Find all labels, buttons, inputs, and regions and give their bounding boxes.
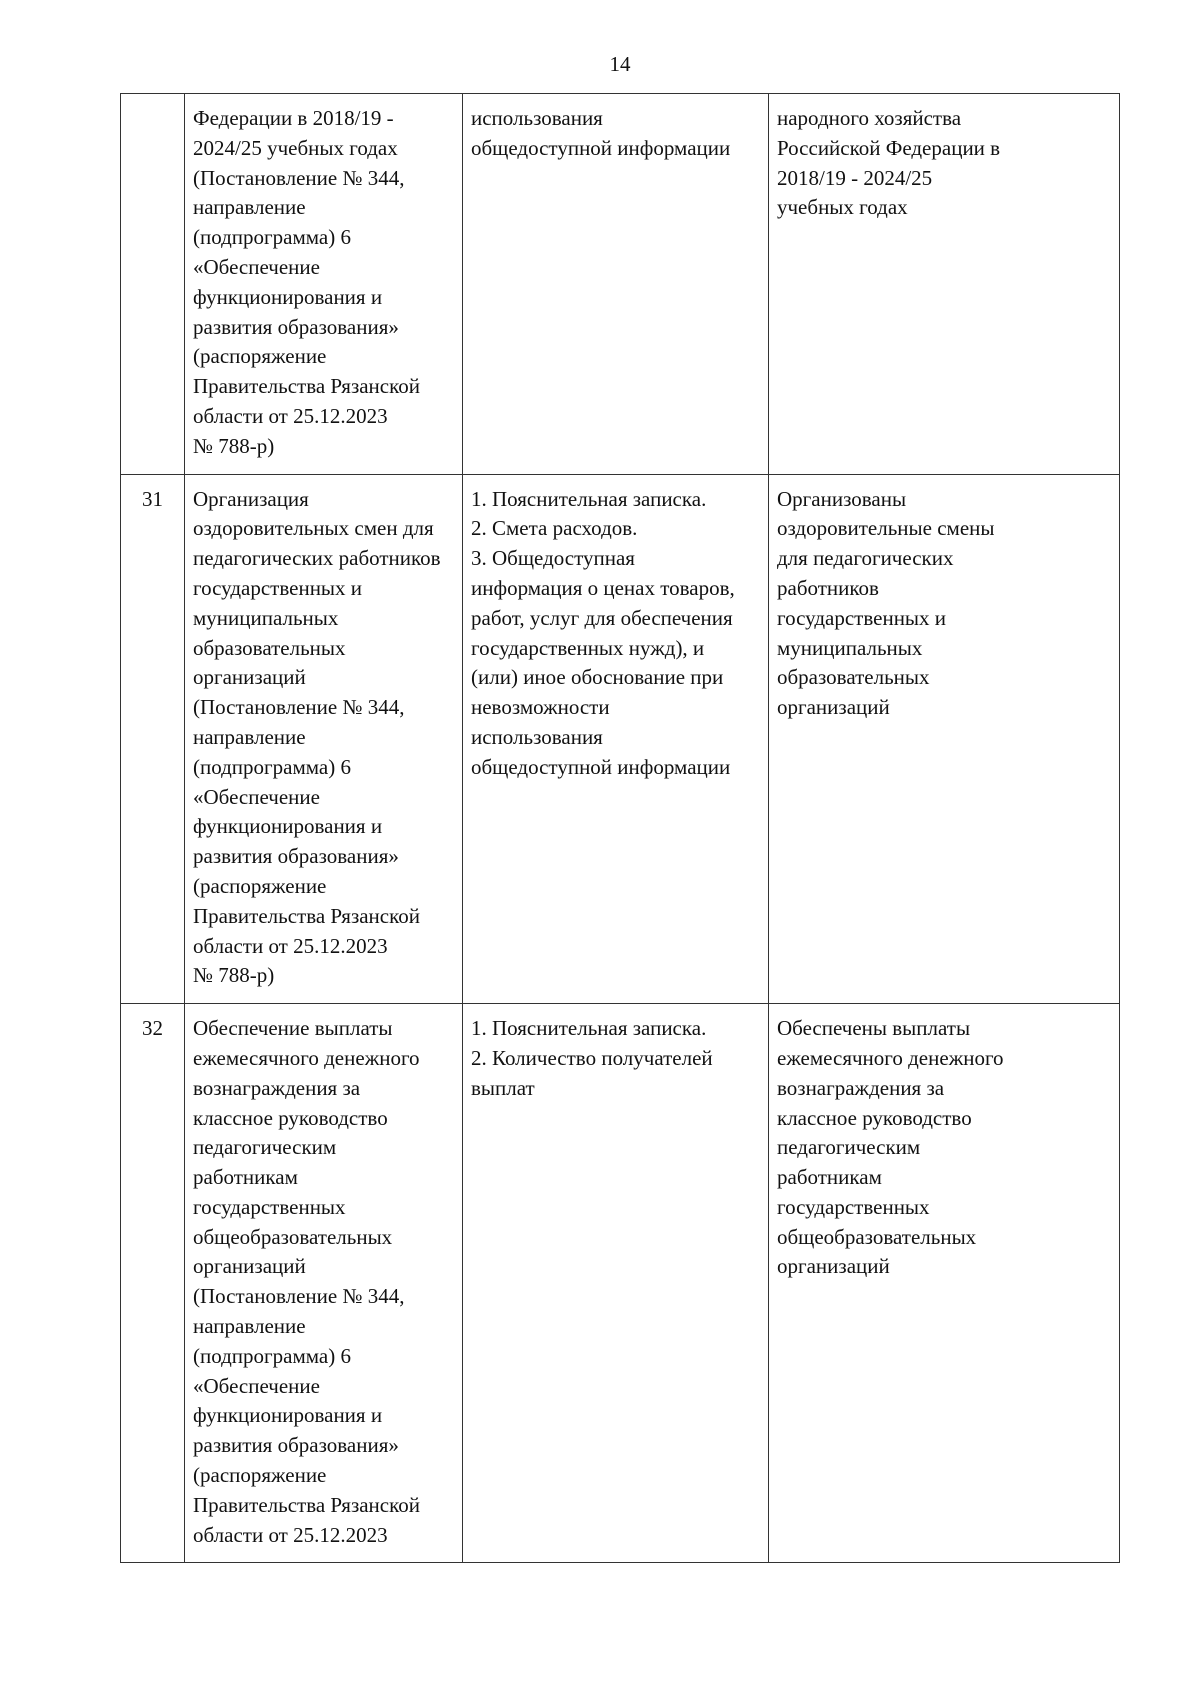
measure-cell: [185, 474, 463, 1004]
cell-text-line: работников: [777, 575, 879, 600]
cell-text-line: использования: [471, 724, 603, 749]
table-row: [121, 94, 1120, 475]
cell-text-line: Организованы: [777, 486, 907, 511]
cell-text-line: (Постановление № 344,: [193, 165, 405, 190]
cell-text-line: организаций: [777, 1254, 890, 1279]
cell-text-line: функционирования и: [193, 814, 383, 839]
cell-text-line: (распоряжение: [193, 344, 327, 369]
result-cell: [769, 474, 1120, 1004]
row-number-cell: [121, 1004, 185, 1563]
cell-text-line: общедоступной информации: [471, 754, 731, 779]
cell-text-line: оздоровительных смен для: [193, 516, 434, 541]
cell-text-line: направление: [193, 1314, 306, 1339]
cell-text-line: ежемесячного денежного: [777, 1045, 1004, 1070]
result-cell: [769, 94, 1120, 475]
cell-text-line: оздоровительные смены: [777, 516, 995, 541]
cell-text-line: Обеспечены выплаты: [777, 1016, 971, 1041]
cell-text-line: педагогическим: [193, 1135, 337, 1160]
cell-text-line: (распоряжение: [193, 873, 327, 898]
cell-text-line: для педагогических: [777, 546, 954, 571]
cell-text-line: 3. Общедоступная: [471, 546, 635, 571]
cell-text-line: общедоступной информации: [471, 135, 731, 160]
cell-text-line: (подпрограмма) 6: [193, 1343, 351, 1368]
cell-text-line: работ, услуг для обеспечения: [471, 605, 733, 630]
cell-text-line: Правительства Рязанской: [193, 374, 420, 399]
cell-text-line: Организация: [193, 486, 309, 511]
cell-text-line: № 788-р): [193, 433, 275, 458]
cell-text-line: образовательных: [193, 635, 346, 660]
cell-text-line: области от 25.12.2023: [193, 933, 388, 958]
cell-text-line: «Обеспечение: [193, 254, 320, 279]
row-number-cell: [121, 94, 185, 475]
cell-text-line: вознаграждения за: [193, 1075, 361, 1100]
cell-text-line: Российской Федерации в: [777, 135, 1001, 160]
cell-text-line: муниципальных: [777, 635, 923, 660]
cell-text-line: 2. Количество получателей: [471, 1045, 713, 1070]
cell-text-line: государственных нужд), и: [471, 635, 705, 660]
documents-cell: [463, 94, 769, 475]
cell-text-line: информация о ценах товаров,: [471, 575, 735, 600]
cell-text-line: Правительства Рязанской: [193, 903, 420, 928]
cell-text-line: Федерации в 2018/19 -: [193, 106, 394, 130]
measure-cell: [185, 94, 463, 475]
cell-text-line: педагогическим: [777, 1135, 921, 1160]
cell-text-line: функционирования и: [193, 1403, 383, 1428]
cell-text-line: организаций: [193, 1254, 306, 1279]
row-number: 31: [142, 486, 163, 511]
cell-text-line: «Обеспечение: [193, 784, 320, 809]
cell-text-line: функционирования и: [193, 284, 383, 309]
cell-text-line: государственных: [193, 1194, 346, 1219]
row-number-cell: [121, 474, 185, 1004]
cell-text-line: муниципальных: [193, 605, 339, 630]
cell-text-line: общеобразовательных: [777, 1224, 977, 1249]
cell-text-line: образовательных: [777, 665, 930, 690]
measures-table: [120, 93, 1120, 1563]
cell-text-line: государственных: [777, 1194, 930, 1219]
cell-text-line: развития образования»: [193, 844, 399, 869]
cell-text-line: области от 25.12.2023: [193, 403, 388, 428]
row-number: 32: [142, 1016, 163, 1041]
cell-text-line: развития образования»: [193, 1433, 399, 1458]
cell-text-line: направление: [193, 195, 306, 220]
cell-text-line: Обеспечение выплаты: [193, 1016, 393, 1041]
cell-text-line: Правительства Рязанской: [193, 1492, 420, 1517]
cell-text-line: 2. Смета расходов.: [471, 516, 638, 541]
cell-text-line: организаций: [193, 665, 306, 690]
result-cell: [769, 1004, 1120, 1563]
documents-cell: [463, 1004, 769, 1563]
cell-text-line: развития образования»: [193, 314, 399, 339]
cell-text-line: (или) иное обоснование при: [471, 665, 724, 690]
measure-cell: [185, 1004, 463, 1563]
cell-text-line: (Постановление № 344,: [193, 695, 405, 720]
page-number: 14: [609, 52, 631, 76]
cell-text-line: государственных и: [777, 605, 947, 630]
cell-text-line: области от 25.12.2023: [193, 1522, 388, 1547]
cell-text-line: (Постановление № 344,: [193, 1284, 405, 1309]
cell-text-line: выплат: [471, 1075, 535, 1100]
cell-text-line: 2018/19 - 2024/25: [777, 165, 933, 190]
cell-text-line: 1. Пояснительная записка.: [471, 1016, 707, 1041]
cell-text-line: ежемесячного денежного: [193, 1045, 420, 1070]
cell-text-line: организаций: [777, 695, 890, 720]
cell-text-line: народного хозяйства: [777, 106, 962, 130]
cell-text-line: (распоряжение: [193, 1463, 327, 1488]
cell-text-line: вознаграждения за: [777, 1075, 945, 1100]
documents-cell: [463, 474, 769, 1004]
cell-text-line: общеобразовательных: [193, 1224, 393, 1249]
cell-text-line: учебных годах: [777, 195, 908, 220]
cell-text-line: № 788-р): [193, 963, 275, 988]
cell-text-line: классное руководство: [193, 1105, 388, 1130]
cell-text-line: (подпрограмма) 6: [193, 754, 351, 779]
cell-text-line: (подпрограмма) 6: [193, 225, 351, 250]
cell-text-line: государственных и: [193, 575, 363, 600]
table-row: [121, 1004, 1120, 1563]
cell-text-line: работникам: [777, 1165, 882, 1190]
cell-text-line: работникам: [193, 1165, 298, 1190]
cell-text-line: направление: [193, 724, 306, 749]
cell-text-line: использования: [471, 106, 603, 130]
cell-text-line: 2024/25 учебных годах: [193, 135, 398, 160]
cell-text-line: «Обеспечение: [193, 1373, 320, 1398]
cell-text-line: невозможности: [471, 695, 610, 720]
cell-text-line: педагогических работников: [193, 546, 441, 571]
cell-text-line: классное руководство: [777, 1105, 972, 1130]
table-row: [121, 474, 1120, 1004]
cell-text-line: 1. Пояснительная записка.: [471, 486, 707, 511]
